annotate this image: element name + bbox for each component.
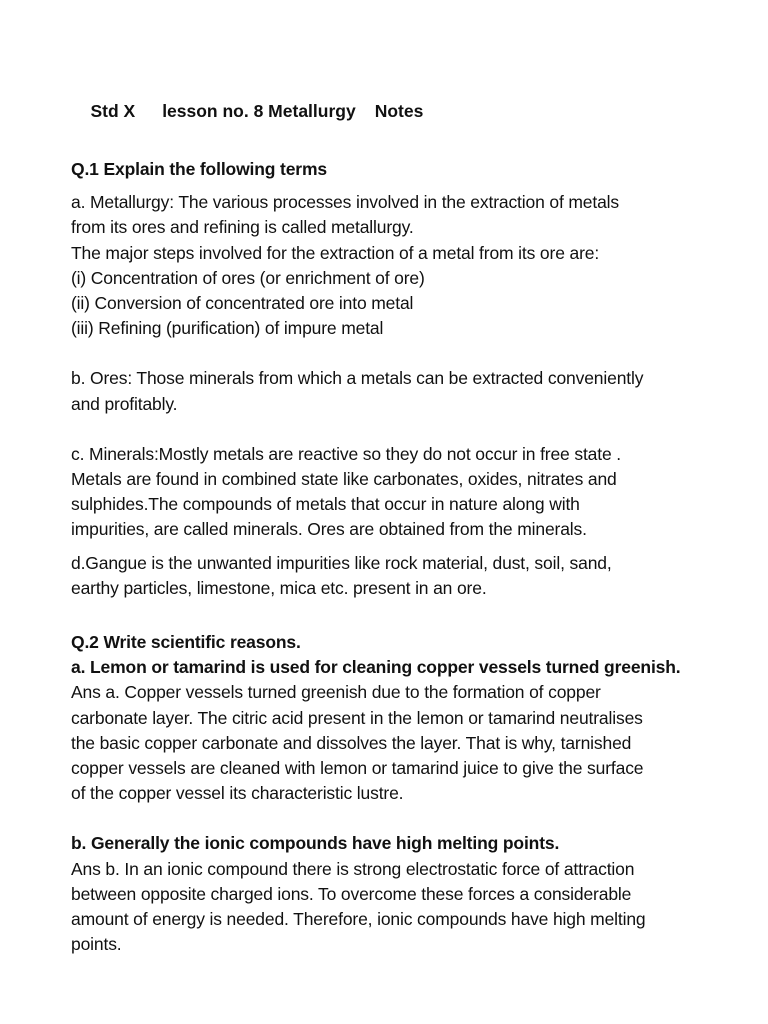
- q2-a-answer-line: copper vessels are cleaned with lemon or tamarind juice to give the surface: [71, 758, 644, 779]
- q1-c-line: impurities, are called minerals. Ores are obtained from the minerals.: [71, 519, 587, 540]
- q2-heading: Q.2 Write scientific reasons.: [71, 632, 301, 653]
- q2-b-answer-line: Ans b. In an ionic compound there is strong electrostatic force of attraction: [71, 858, 635, 879]
- q1-c-line: Metals are found in combined state like carbonates, oxides, nitrates and: [71, 469, 617, 490]
- q2-a-question: a. Lemon or tamarind is used for cleaning copper vessels turned greenish.: [71, 657, 681, 678]
- q2-a-answer: [71, 680, 711, 806]
- q1-a-line: The major steps involved for the extraction of a metal from its ore are:: [71, 242, 600, 263]
- q2-b-question: b. Generally the ionic compounds have high melting points.: [71, 833, 560, 854]
- q1-a-line: from its ores and refining is called metallurgy.: [71, 217, 414, 238]
- q1-c-paragraph: [71, 442, 711, 543]
- q1-c-line: sulphides.The compounds of metals that occur in nature along with: [71, 494, 580, 515]
- q1-b-paragraph: [71, 366, 711, 416]
- header-lesson: lesson no. 8 Metallurgy: [162, 101, 356, 121]
- q1-d-line: d.Gangue is the unwanted impurities like rock material, dust, soil, sand,: [71, 552, 612, 573]
- q1-a-line: (iii) Refining (purification) of impure metal: [71, 318, 384, 339]
- q1-a-line: a. Metallurgy: The various processes involved in the extraction of metals: [71, 192, 620, 213]
- q1-d-paragraph: [71, 551, 711, 601]
- q2-b-answer: [71, 857, 711, 958]
- q1-b-line: and profitably.: [71, 393, 178, 414]
- document-header: [71, 74, 711, 149]
- q1-b-line: b. Ores: Those minerals from which a metals can be extracted conveniently: [71, 368, 644, 389]
- document-page: [71, 74, 711, 957]
- header-std: Std X: [90, 101, 136, 121]
- q2-b-answer-line: amount of energy is needed. Therefore, ionic compounds have high melting: [71, 909, 646, 930]
- q2-b-answer-line: between opposite charged ions. To overcome these forces a considerable: [71, 883, 632, 904]
- q2-a-answer-line: Ans a. Copper vessels turned greenish due to the formation of copper: [71, 682, 601, 703]
- q2-b-answer-line: points.: [71, 934, 122, 955]
- q1-d-line: earthy particles, limestone, mica etc. present in an ore.: [71, 577, 487, 598]
- q1-heading: Q.1 Explain the following terms: [71, 159, 327, 179]
- q2-a-answer-line: carbonate layer. The citric acid present in the lemon or tamarind neutralises: [71, 707, 643, 728]
- q1-a-line: (ii) Conversion of concentrated ore into metal: [71, 293, 414, 314]
- q1-a-paragraph: [71, 190, 711, 341]
- header-notes: Notes: [374, 101, 424, 121]
- q2-a-answer-line: of the copper vessel its characteristic lustre.: [71, 783, 404, 804]
- q2-a-answer-line: the basic copper carbonate and dissolves the layer. That is why, tarnished: [71, 732, 632, 753]
- q1-c-line: c. Minerals:Mostly metals are reactive so they do not occur in free state .: [71, 443, 621, 464]
- q1-a-line: (i) Concentration of ores (or enrichment of ore): [71, 267, 425, 288]
